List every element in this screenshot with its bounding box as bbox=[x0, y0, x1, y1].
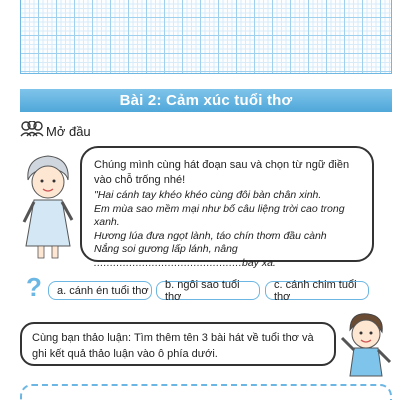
song-lyrics bbox=[94, 189, 362, 270]
lyric-line-blank: Nắng soi gương lấp lánh, nâng ..............................................bay xa. bbox=[94, 243, 276, 269]
question-mark-icon: ? bbox=[26, 272, 42, 302]
section-title: Bài 2: Cảm xúc tuổi thơ bbox=[119, 92, 293, 109]
option-c-button[interactable]: c. cánh chim tuổi thơ bbox=[265, 281, 369, 300]
intro-label: Mở đầu bbox=[46, 124, 91, 139]
people-group-icon bbox=[20, 121, 44, 142]
intro-heading bbox=[20, 121, 91, 142]
bubble-instruction: Chúng mình cùng hát đoạn sau và chọn từ ngữ điền vào chỗ trống nhé! bbox=[94, 159, 350, 186]
lyric-line: Hương lúa đưa ngọt lành, táo chín thơm đầu cành bbox=[94, 229, 327, 242]
option-a-button[interactable]: a. cánh én tuổi thơ bbox=[48, 281, 152, 300]
lyric-line: "Hai cánh tay khéo khéo cùng đôi bàn chân xinh. bbox=[94, 189, 322, 201]
answer-box[interactable] bbox=[20, 384, 392, 400]
girl-illustration bbox=[18, 150, 80, 267]
option-b-button[interactable]: b. ngôi sao tuổi thơ bbox=[156, 281, 260, 300]
discussion-text: Cùng bạn thảo luận: Tìm thêm tên 3 bài hát về tuổi thơ và ghi kết quả thảo luận vào ô phía dưới. bbox=[32, 332, 314, 360]
section-title-bar bbox=[20, 89, 392, 112]
boy-illustration bbox=[336, 308, 396, 383]
fill-blank[interactable]: .............................................. bbox=[94, 256, 242, 269]
writing-grid[interactable] bbox=[20, 0, 392, 74]
speech-bubble bbox=[80, 146, 374, 269]
discussion-box bbox=[20, 322, 336, 366]
lyric-line: Em mùa sao mềm mại như bố câu liệng trời cao trong xanh. bbox=[94, 202, 345, 228]
